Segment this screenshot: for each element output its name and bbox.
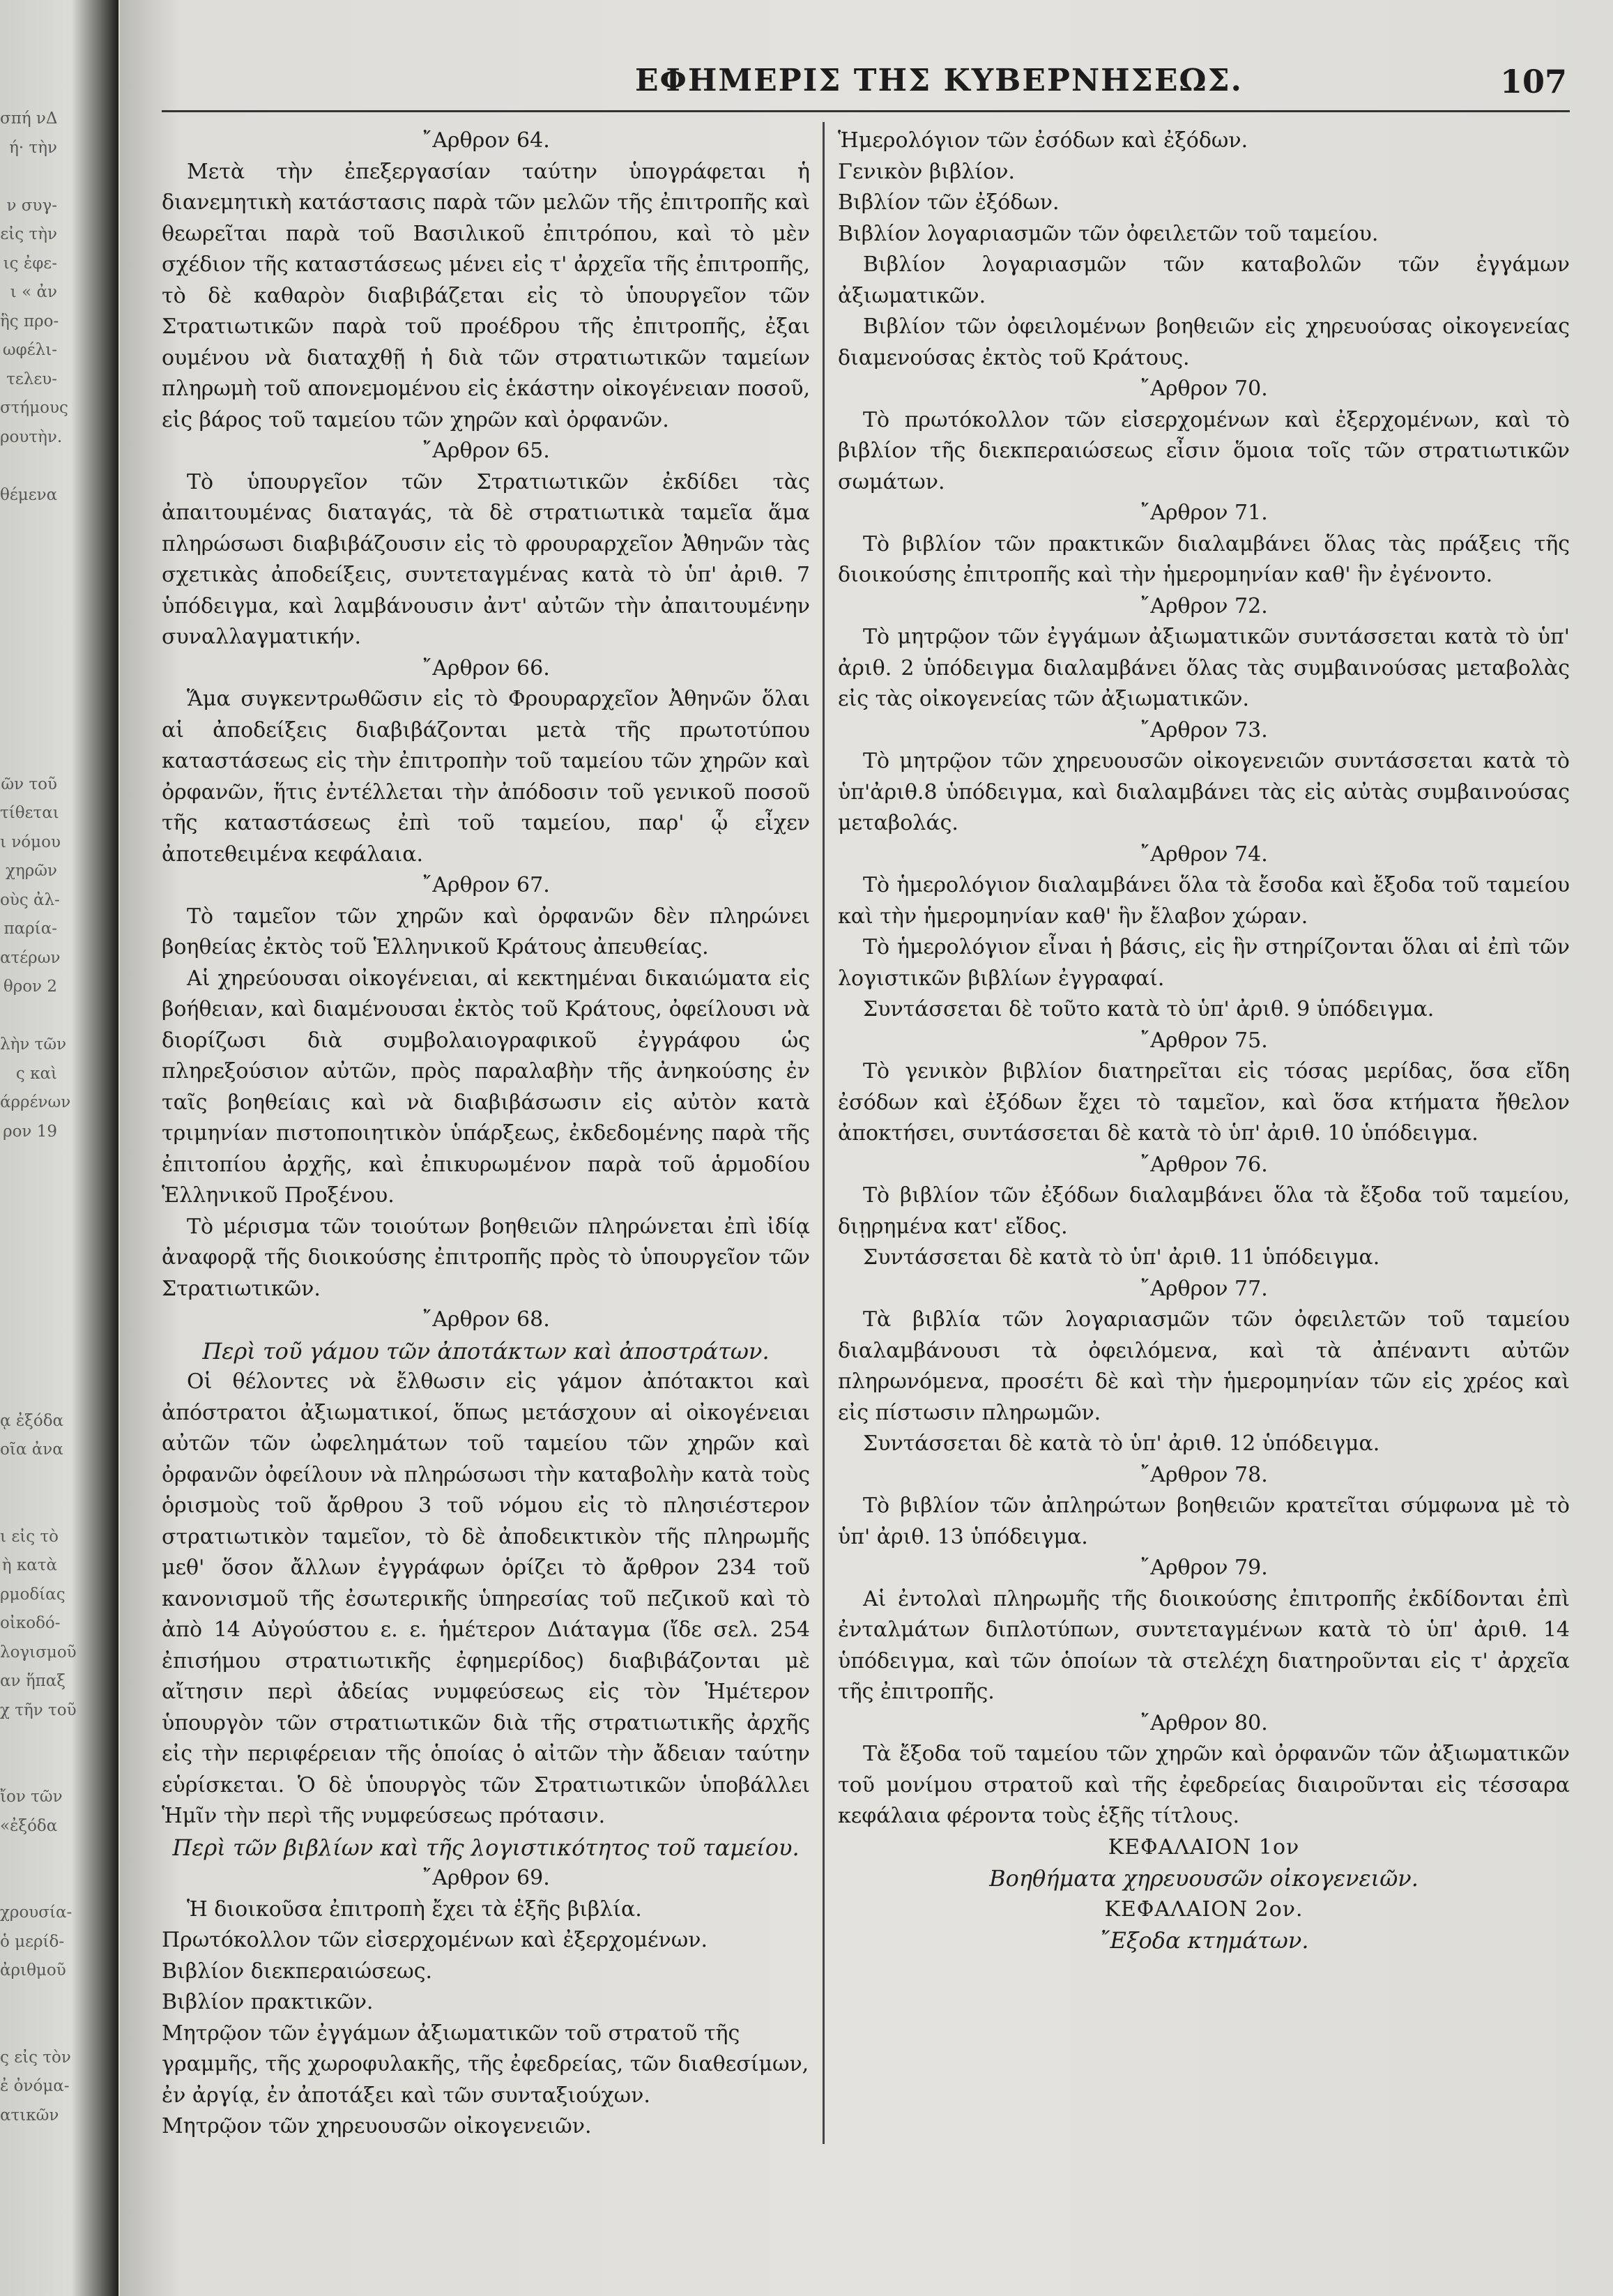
paragraph: Τὸ μητρῷον τῶν ἐγγάμων ἀξιωματικῶν συντάσσεται κατὰ τὸ ὑπ' ἀριθ. 2 ὑπόδειγμα διαλαμβάνει ὅλας τὰς συμβαινούσας μεταβολὰς εἰς τὰς οἰκογενείας τῶν ἀξιωματικῶν. [838, 625, 1570, 711]
paragraph: Τὸ ταμεῖον τῶν χηρῶν καὶ ὀρφανῶν δὲν πληρώνει βοηθείας ἐκτὸς τοῦ Ἑλληνικοῦ Κράτους ἀπευθείας. [162, 904, 810, 959]
gutter-fragment: ῶν τοῦ [1, 775, 57, 793]
article-heading: ῎Αρθρον 80. [1140, 1710, 1268, 1735]
gutter-fragment [0, 568, 57, 597]
gutter-fragment [0, 713, 57, 742]
gutter-fragment: ρμοδίας [0, 1585, 66, 1604]
gutter-fragment: ι εἰς τὸ [0, 1527, 59, 1546]
gutter-fragment: ὴ κατὰ [1, 1556, 57, 1574]
list-line: Βιβλίον τῶν ἐξόδων. [838, 190, 1060, 215]
paragraph: Τὸ βιβλίον τῶν πρακτικῶν διαλαμβάνει ὅλας τὰς πράξεις τῆς διοικούσης ἐπιτροπῆς καὶ τὴν ἡμερομηνίαν καθ' ἣν ἐγένοντο. [838, 531, 1570, 587]
gutter-fragment: θέμενα [0, 485, 58, 504]
article-heading: ῎Αρθρον 79. [1140, 1556, 1268, 1580]
gutter-fragment: χηρῶν [6, 862, 57, 880]
gutter-fragment [0, 597, 57, 626]
gutter-fragment: ἣς προ- [0, 312, 59, 330]
article-heading: ῎Αρθρον 74. [1140, 842, 1268, 867]
gutter-fragment [0, 655, 57, 684]
gutter-fragment [0, 1870, 57, 1899]
gutter-fragment: ωφέλι- [2, 341, 57, 359]
gutter-fragment: τελευ- [6, 370, 57, 388]
header-rule [162, 110, 1570, 112]
section-heading: Περὶ τοῦ γάμου τῶν ἀποτάκτων καὶ ἀποστράτων. [202, 1337, 770, 1364]
gutter-fragment: ἀριθμοῦ [0, 1961, 66, 1979]
gutter-fragment: ς εἰς τὸν [0, 2048, 71, 2067]
gutter-fragment: ν συγ- [6, 196, 57, 215]
column-divider [823, 122, 825, 2144]
gutter-fragment: ι νόμου [0, 833, 61, 851]
gutter-fragment: αν ἥπαξ [0, 1672, 66, 1690]
gutter-fragment: χρουσία- [0, 1903, 72, 1922]
gutter-fragment [0, 1754, 57, 1784]
article-heading: ῎Αρθρον 65. [422, 439, 550, 463]
gutter-fragment [0, 2014, 57, 2044]
list-line: Βιβλίον λογαριασμῶν τῶν ὀφειλετῶν τοῦ ταμείου. [838, 221, 1379, 246]
gutter-fragment: ὁ μερίδ- [0, 1932, 65, 1951]
gutter-fragment: ή· τὴν [9, 138, 57, 157]
gutter-fragment: στήμους [0, 399, 68, 417]
paragraph: Τὰ ἔξοδα τοῦ ταμείου τῶν χηρῶν καὶ ὀρφανῶν τῶν ἀξιωματικῶν τοῦ μονίμου στρατοῦ καὶ τῆς ἐφεδρείας διαιροῦνται εἰς τέσσαρα κεφάλαια φέροντα τοὺς ἑξῆς τίτλους. [838, 1742, 1570, 1828]
section-heading: Περὶ τῶν βιβλίων καὶ τῆς λογιστικότητος τοῦ ταμείου. [172, 1834, 800, 1861]
article-heading: ῎Αρθρον 69. [422, 1866, 550, 1890]
list-line: Ἡμερολόγιον τῶν ἐσόδων καὶ ἐξόδων. [838, 128, 1248, 153]
paragraph: Αἱ ἐντολαὶ πληρωμῆς τῆς διοικούσης ἐπιτροπῆς ἐκδίδονται ἐπὶ ἐνταλμάτων διπλοτύπων, συντεταγμένων κατὰ τὸ ὑπ' ἀριθ. 14 ὑπόδειγμα, καὶ τῶν ὁποίων τὰ στελέχη διατηροῦνται εἰς τ' ἀρχεῖα τῆς ἐπιτροπῆς. [838, 1586, 1570, 1704]
gutter-fragment: λὴν τῶν [0, 1035, 67, 1054]
right-column [838, 126, 1570, 1956]
gutter-fragment: ι « ἀν [10, 283, 57, 301]
gutter-fragment: οὺς ἀλ- [0, 890, 60, 909]
gutter-fragment: οῖα ἀνα [0, 1440, 63, 1459]
article-heading: ῎Αρθρον 76. [1140, 1152, 1268, 1177]
paragraph: Τὸ βιβλίον τῶν ἀπληρώτων βοηθειῶν κρατεῖται σύμφωνα μὲ τὸ ὑπ' ἀριθ. 13 ὑπόδειγμα. [838, 1493, 1570, 1549]
gutter-fragment: ατέρων [0, 948, 61, 967]
paragraph: Τὸ πρωτόκολλον τῶν εἰσερχομένων καὶ ἐξερχομένων, καὶ τὸ βιβλίον τῆς διεκπεραιώσεως εἶσιν ὅμοια τοῖς τῶν στρατιωτικῶν σωμάτων. [838, 407, 1570, 494]
left-column [162, 126, 810, 2143]
chapter-title: ῎Εξοδα κτημάτων. [1099, 1927, 1309, 1954]
list-line: Πρωτόκολλον τῶν εἰσερχομένων καὶ ἐξερχομένων. [162, 1928, 708, 1952]
list-line: Μητρῷον τῶν ἐγγάμων ἀξιωματικῶν τοῦ στρατοῦ τῆς γραμμῆς, τῆς χωροφυλακῆς, τῆς ἐφεδρείας, τῶν διαθεσίμων, ἐν ἀργίᾳ, ἐν ἀποτάξει καὶ τῶν συνταξιούχων. [162, 2021, 809, 2108]
gutter-fragment [0, 1493, 57, 1523]
gutter-fragment: ς καὶ [15, 1064, 57, 1083]
gutter-fragment [0, 741, 57, 770]
gutter-fragment: οἰκοδό- [0, 1614, 61, 1632]
gutter-fragment [0, 1725, 57, 1754]
article-heading: ῎Αρθρον 70. [1140, 377, 1268, 401]
gutter-fragment [0, 1233, 57, 1263]
paragraph: Τὸ ἡμερολόγιον διαλαμβάνει ὅλα τὰ ἔσοδα καὶ ἔξοδα τοῦ ταμείου καὶ τὴν ἡμερομηνίαν καθ' ἣν ἔλαβον χώραν. [838, 873, 1570, 929]
page-number: 107 [1500, 63, 1568, 100]
gutter-fragment: ἐ ὀνόμα- [0, 2077, 70, 2095]
paragraph: Τὸ γενικὸν βιβλίον διατηρεῖται εἰς τόσας μερίδας, ὅσα εἴδη ἐσόδων καὶ ἐξόδων ἔχει τὸ ταμεῖον, καὶ ὅσα κτήματα ἤθελον ἀποκτήσει, συντάσσεται δὲ κατὰ τὸ ὑπ' ἀριθ. 10 ὑπόδειγμα. [838, 1059, 1570, 1146]
gutter-fragment [0, 1465, 57, 1494]
gutter-fragment [0, 1002, 57, 1031]
gutter-fragment: θρον 2 [3, 978, 57, 996]
list-line: Μητρῷον τῶν χηρευουσῶν οἰκογενειῶν. [162, 2114, 592, 2138]
gutter-fragment [0, 1176, 57, 1205]
chapter-heading: ΚΕΦΑΛΑΙΟΝ 1ον [1108, 1834, 1300, 1860]
paragraph: Ἡ διοικοῦσα ἐπιτροπὴ ἔχει τὰ ἑξῆς βιβλία. [187, 1896, 642, 1922]
gutter-fragment [0, 510, 57, 539]
list-line: Γενικὸν βιβλίον. [838, 159, 1016, 184]
paragraph: Τὸ ὑπουργεῖον τῶν Στρατιωτικῶν ἐκδίδει τὰς ἀπαιτουμένας διαταγάς, τὰ δὲ στρατιωτικὰ ταμεῖα ἅμα πληρώσωσι διαβιβάζουσιν εἰς τὸ φρουραρχεῖον Ἀθηνῶν τὰς σχετικὰς ἀποδείξεις, συντεταγμένας κατὰ τὸ ὑπ' ἀριθ. 7 ὑπόδειγμα, καὶ λαμβάνουσιν ἀντ' αὐτῶν τὴν ἀπαιτουμένην συναλλαγματικήν. [162, 469, 810, 649]
gutter-fragment [0, 1986, 57, 2015]
article-heading: ῎Αρθρον 66. [422, 655, 550, 681]
list-line: Βιβλίον πρακτικῶν. [162, 1990, 374, 2014]
gutter-fragment: ρουτὴν. [0, 427, 63, 446]
paragraph: Βιβλίον λογαριασμῶν τῶν καταβολῶν τῶν ἐγγάμων ἀξιωματικῶν. [838, 252, 1570, 308]
article-heading: ῎Αρθρον 78. [1140, 1462, 1268, 1487]
paragraph: Αἱ χηρεύουσαι οἰκογένειαι, αἱ κεκτημέναι δικαιώματα εἰς βοήθειαν, καὶ διαμένουσαι ἐκτὸς τοῦ Κράτους, ὀφείλουσι νὰ διορίζωσι διὰ συμβολαιογραφικοῦ ἐγγράφου ὡς πληρεξούσιον αὐτῶν, πρὸς παραλαβὴν τῆς ἀνηκούσης ἐν ταῖς βοηθείαις καὶ νὰ διαβιβάσωσιν εἰς αὐτὸν κατὰ τριμηνίαν πιστοποιητικὸν ὑπάρξεως, ἐκδεδομένης παρὰ τῆς ἐπιτοπίου ἀρχῆς, καὶ ἐπικυρωμένον παρὰ τοῦ ἁρμοδίου Ἑλληνικοῦ Προξένου. [162, 966, 810, 1208]
article-heading: ῎Αρθρον 67. [422, 873, 550, 897]
list-line: Βιβλίον διεκπεραιώσεως. [162, 1959, 433, 1984]
gutter-fragment [0, 625, 57, 655]
gutter-text-fragments [0, 105, 77, 2130]
paragraph: Τὸ ἡμερολόγιον εἶναι ἡ βάσις, εἰς ἣν στηρίζονται ὅλαι αἱ ἐπὶ τῶν λογιστικῶν βιβλίων ἐγγραφαί. [838, 935, 1570, 991]
paragraph: Τὸ βιβλίον τῶν ἐξόδων διαλαμβάνει ὅλα τὰ ἔξοδα τοῦ ταμείου, διῃρημένα κατ' εἴδος. [838, 1183, 1570, 1239]
paragraph: Συντάσσεται δὲ κατὰ τὸ ὑπ' ἀριθ. 12 ὑπόδειγμα. [863, 1431, 1380, 1456]
gutter-fragment: άρρένων [0, 1093, 71, 1111]
gutter-fragment: ατικῶν [0, 2106, 59, 2124]
article-heading: ῎Αρθρον 68. [422, 1307, 550, 1332]
gutter-fragment [0, 1320, 57, 1349]
gutter-fragment: λογισμοῦ [0, 1643, 77, 1662]
newspaper-page [120, 0, 1613, 2296]
running-head-title: ΕΦΗΜΕΡΙΣ ΤΗΣ ΚΥΒΕΡΝΗΣΕΩΣ. [634, 63, 1243, 98]
gutter-fragment [0, 1349, 57, 1378]
article-heading: ῎Αρθρον 64. [422, 128, 550, 153]
gutter-fragment: ις ἐφε- [3, 254, 57, 273]
paragraph: Τὸ μέρισμα τῶν τοιούτων βοηθειῶν πληρώνεται ἐπὶ ἰδίᾳ ἀναφορᾷ τῆς διοικούσης ἐπιτροπῆς πρὸς τὸ ὑπουργεῖον τῶν Στρατιωτικῶν. [162, 1214, 810, 1301]
gutter-fragment: εἰς τὴν [0, 225, 57, 243]
gutter-fragment: ἴον τῶν [0, 1788, 63, 1806]
chapter-title: Βοηθήματα χηρευουσῶν οἰκογενειῶν. [989, 1865, 1419, 1892]
gutter-fragment: τίθεται [0, 804, 59, 822]
chapter-heading: ΚΕΦΑΛΑΙΟΝ 2ον. [1104, 1896, 1304, 1922]
paragraph: Βιβλίον τῶν ὀφειλομένων βοηθειῶν εἰς χηρευούσας οἰκογενείας διαμενούσας ἐκτὸς τοῦ Κράτους. [838, 314, 1570, 370]
gutter-fragment [0, 1262, 57, 1291]
gutter-fragment: «ἐξόδα [0, 1816, 58, 1835]
gutter-fragment: ρον 19 [3, 1122, 57, 1141]
paragraph: Τὸ μητρῷον τῶν χηρευουσῶν οἰκογενειῶν συντάσσεται κατὰ τὸ ὑπ'ἀριθ.8 ὑπόδειγμα, καὶ διαλαμβάνει τὰς εἰς αὐτὰς συμβαινούσας μεταβολάς. [838, 749, 1570, 835]
paragraph: Μετὰ τὴν ἐπεξεργασίαν ταύτην ὑπογράφεται ἡ διανεμητικὴ κατάστασις παρὰ τῶν μελῶν τῆς ἐπιτροπῆς καὶ θεωρεῖται παρὰ τοῦ Βασιλικοῦ ἐπιτρόπου, καὶ τὸ μὲν σχέδιον τῆς καταστάσεως μένει εἰς τ' ἀρχεῖα τῆς ἐπιτροπῆς, τὸ δὲ καθαρὸν διαβιβάζεται εἰς τὸ ὑπουργεῖον τῶν Στρατιωτικῶν παρὰ τοῦ προέδρου τῆς ἐπιτροπῆς, ἐξαι ουμένου νὰ διαταχθῇ ἡ διὰ τῶν στρατιωτικῶν ταμείων πληρωμὴ τοῦ απονεμομένου εἰς ἑκάστην οἰκογένειαν ποσοῦ, εἰς βάρος τοῦ ταμείου τῶν χηρῶν καὶ ὀρφανῶν. [162, 159, 810, 432]
gutter-fragment [0, 683, 57, 713]
gutter-fragment: σπή νΔ [0, 109, 58, 128]
article-heading: ῎Αρθρον 73. [1140, 717, 1268, 743]
gutter-fragment [0, 1146, 57, 1176]
gutter-fragment [0, 539, 57, 568]
gutter-fragment: χ τῆν τοῦ [0, 1701, 77, 1719]
paragraph: Ἅμα συγκεντρωθῶσιν εἰς τὸ Φρουραρχεῖον Ἀθηνῶν ὅλαι αἱ ἀποδείξεις διαβιβάζονται μετὰ τῆς πρωτοτύπου καταστάσεως εἰς τὴν ἐπιτροπὴν τοῦ ταμείου τῶν χηρῶν καὶ ὀρφανῶν, ἥτις ἐντέλλεται τὴν ἀπόδοσιν τοῦ γενικοῦ ποσοῦ τῆς καταστάσεως ἐπὶ τοῦ ταμείου, παρ' ᾧ εἶχεν ἀποτεθειμένα κεφάλαια. [162, 687, 810, 867]
gutter-fragment: παρία- [3, 920, 57, 938]
paragraph: Συντάσσεται δὲ κατὰ τὸ ὑπ' ἀριθ. 11 ὑπόδειγμα. [863, 1245, 1380, 1270]
previous-page-gutter [0, 0, 119, 2296]
article-heading: ῎Αρθρον 75. [1140, 1028, 1268, 1053]
article-heading: ῎Αρθρον 72. [1140, 593, 1268, 618]
paragraph: Τὰ βιβλία τῶν λογαριασμῶν τῶν ὀφειλετῶν τοῦ ταμείου διαλαμβάνουσι τὰ ὀφειλόμενα, καὶ τὰ ἀπέναντι αὐτῶν πληρωνόμενα, προσέτι δὲ καὶ τὴν ἡμερομηνίαν τῶν εἰς χρέος καὶ εἰς πίστωσιν πληρωμῶν. [838, 1307, 1570, 1425]
gutter-fragment [0, 162, 57, 192]
gutter-fragment [0, 1841, 57, 1870]
gutter-fragment [0, 1378, 57, 1407]
paragraph: Συντάσσεται δὲ τοῦτο κατὰ τὸ ὑπ' ἀριθ. 9 ὑπόδειγμα. [863, 997, 1435, 1021]
article-heading: ῎Αρθρον 77. [1140, 1276, 1268, 1301]
gutter-fragment [0, 452, 57, 481]
paragraph: Οἱ θέλοντες νὰ ἔλθωσιν εἰς γάμον ἀπότακτοι καὶ ἀπόστρατοι ἀξιωματικοί, ὅπως μετάσχουν αἱ οἰκογένειαι αὐτῶν τῶν ὠφελημάτων τοῦ ταμείου τῶν χηρῶν καὶ ὀρφανῶν ὀφείλουν νὰ πληρώσωσι τὴν καταβολὴν κατὰ τοὺς ὁρισμοὺς τοῦ ἄρθρου 3 τοῦ νόμου εἰς τὸ πλησιέστερον στρατιωτικὸν ταμεῖον, τὸ δὲ ἀποδεικτικὸν τῆς πληρωμῆς μεθ' ὅσον ἄλλων ἐγγράφων ὁρίζει τὸ ἄρθρον 234 τοῦ κανονισμοῦ τῆς ἐσωτερικῆς ὑπηρεσίας τοῦ πεζικοῦ καὶ τὸ ἀπὸ 14 Αὐγούστου ε. ε. ἡμέτερον Διάταγμα (ἴδε σελ. 254 ἐπισήμου στρατιωτικῆς ἐφημερίδος) διαβιβάζονται μὲ αἴτησιν περὶ ἀδείας νυμφεύσεως εἰς τὸν Ἡμέτερον ὑπουργὸν τῶν στρατιωτικῶν διὰ τῆς στρατιωτικῆς ἀρχῆς εἰς τὴν περιφέρειαν τῆς ὁποίας ὁ αἰτῶν τὴν ἄδειαν ταύτην εὑρίσκεται. Ὁ δὲ ὑπουργὸς τῶν Στρατιωτικῶν ὑποβάλλει Ἡμῖν τὴν περὶ τῆς νυμφεύσεως πρότασιν. [162, 1369, 810, 1828]
gutter-fragment [0, 1291, 57, 1321]
article-heading: ῎Αρθρον 71. [1140, 501, 1268, 525]
gutter-fragment [0, 1204, 57, 1233]
gutter-fragment: ᾳ ἐξόδα [0, 1411, 64, 1430]
